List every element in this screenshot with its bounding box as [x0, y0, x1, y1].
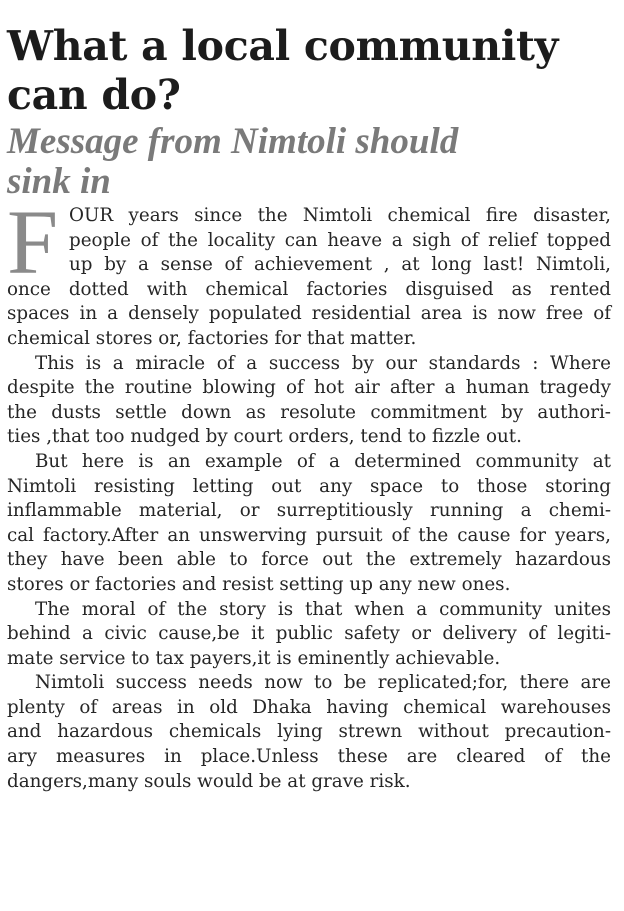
- text-line: ties ,that too nudged by court orders, tend to fizzle out.: [7, 426, 522, 448]
- paragraph: [7, 204, 611, 352]
- text-line: they have been able to force out the extremely hazardous: [7, 549, 611, 571]
- text-line: This is a miracle of a success by our standards : Where: [35, 352, 611, 374]
- text-line: people of the locality can heave a sigh of relief topped: [69, 229, 611, 251]
- text-line: But here is an example of a determined community at: [35, 450, 611, 472]
- text-line: OUR years since the Nimtoli chemical fire disaster,: [69, 205, 611, 226]
- headline-line: What a local community: [7, 22, 559, 70]
- article-body: [7, 191, 611, 794]
- text-line: and hazardous chemicals lying strewn without precaution-: [7, 721, 611, 743]
- text-line: stores or factories and resist setting up any new ones.: [7, 573, 511, 595]
- text-line: the dusts settle down as resolute commitment by authori-: [7, 401, 611, 423]
- paragraph-lead: [7, 191, 611, 352]
- text-line: once dotted with chemical factories disguised as rented: [7, 278, 611, 300]
- text-line: inflammable material, or surreptitiously running a chemi-: [7, 500, 611, 522]
- text-line: dangers,many souls would be at grave risk.: [7, 770, 411, 792]
- text-line: cal factory.After an unswerving pursuit of the cause for years,: [7, 524, 611, 546]
- paragraph: [7, 450, 611, 598]
- article: [7, 0, 611, 794]
- subheadline-line: Message from Nimtoli should: [7, 121, 459, 162]
- text-line: mate service to tax payers,it is eminently achievable.: [7, 647, 501, 669]
- text-line: up by a sense of achievement , at long last! Nimtoli,: [69, 254, 611, 276]
- subheadline-line: sink in: [7, 161, 111, 202]
- subheadline: [7, 122, 611, 202]
- text-line: The moral of the story is that when a community unites: [35, 598, 611, 620]
- text-line: Nimtoli resisting letting out any space to those storing: [7, 475, 611, 497]
- text-line: despite the routine blowing of hot air after a human tragedy: [7, 377, 611, 399]
- text-line: spaces in a densely populated residential area is now free of: [7, 303, 611, 325]
- headline: [7, 0, 611, 120]
- paragraph: [7, 352, 611, 450]
- paragraph: [7, 598, 611, 672]
- paragraph: [7, 671, 611, 794]
- drop-cap: F: [7, 191, 59, 293]
- text-line: Nimtoli success needs now to be replicated;for, there are: [35, 672, 611, 694]
- text-line: ary measures in place.Unless these are cleared of the: [7, 746, 611, 768]
- text-line: chemical stores or, factories for that matter.: [7, 327, 417, 349]
- headline-line: can do?: [7, 71, 181, 119]
- text-line: plenty of areas in old Dhaka having chemical warehouses: [7, 696, 611, 718]
- text-line: behind a civic cause,be it public safety or delivery of legiti-: [7, 623, 611, 645]
